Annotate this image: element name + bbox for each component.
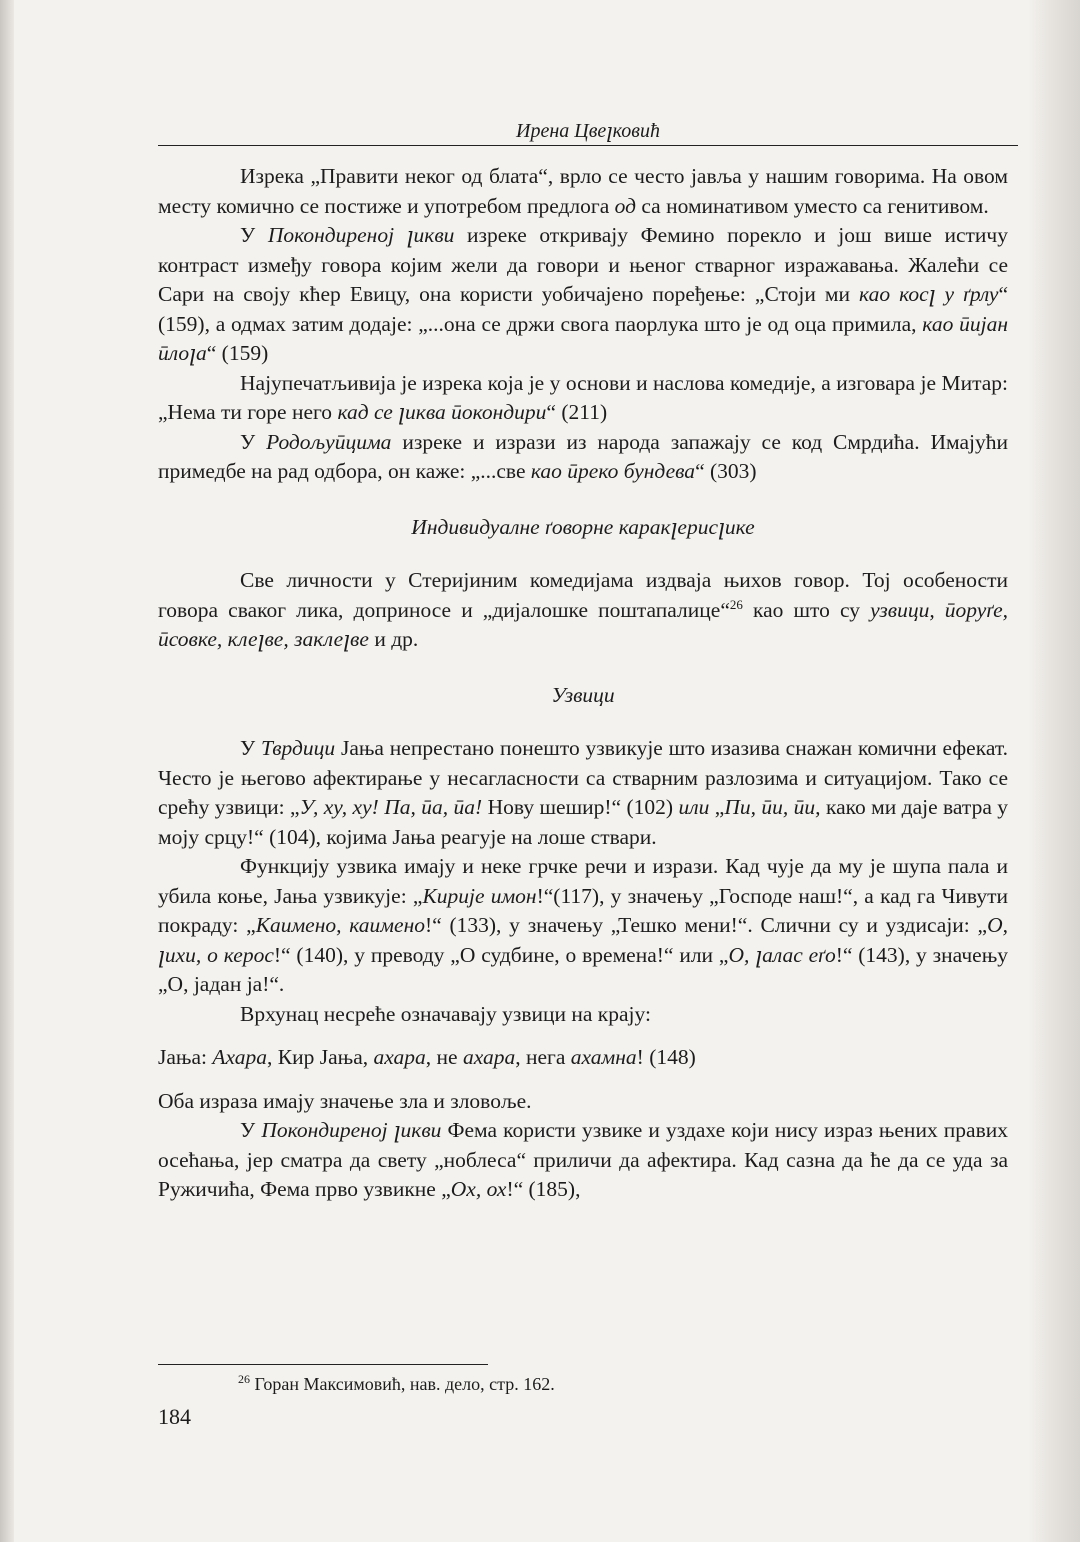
spacer bbox=[158, 1073, 1008, 1087]
header-rule bbox=[158, 145, 1018, 146]
paragraph-1: Изрека „Правити неког од блата“, врло се често јавља у нашим говорима. На овом месту комично се постиже и употребом предлога од са номинативом уместо са генитивом. bbox=[158, 164, 1008, 218]
page-edge-shadow bbox=[1028, 0, 1080, 1542]
footnote-rule bbox=[158, 1364, 488, 1365]
section-heading-speech-characteristics: Индивидуалне ґоворне каракꞁерисꞁике bbox=[411, 514, 755, 539]
footnote-number: 26 bbox=[238, 1372, 250, 1386]
paragraph-6: У Тврдици Јања непрестано понешто узвикује што изазива снажан комични ефекат. Често је његово афектирање у несагласности са стварним разлозима и ситуацијом. Тако се срећу узвици: „У, ху, ху! Па, ӣа, ӣа! Нову шешир!“ (102) или „Пи, ӣи, ӣи, како ми даје ватра у моју срцу!“ (104), којима Јања реагује на лоше ствари. bbox=[158, 736, 1009, 849]
body-text bbox=[158, 162, 1008, 1205]
section-heading-interjections: Узвици bbox=[551, 682, 615, 707]
page-binding-edge bbox=[0, 0, 14, 1542]
paragraph-4: У Родољуӣцима изреке и изрази из народа запажају се код Смрдића. Имајући примедбе на рад одбора, он каже: „...све као ӣреко бундева“ (303) bbox=[158, 429, 1008, 483]
page-number: 184 bbox=[158, 1404, 191, 1429]
footnote-ref: 26 bbox=[729, 596, 743, 612]
paragraph-11: У Покондиреној ꞁикви Фема користи узвике и уздахе који нису израз њених правих осећања, јер сматра да свету „ноблеса“ приличи да афектира. Кад сазна да ће да се уда за Ружичића, Фема прво узвикне „Ох, ох!“ (185), bbox=[158, 1118, 1008, 1201]
paragraph-5: Све личности у Стеријиним комедијама издваја њихов говор. Тој особености говора сваког лика, доприносе и „дијалошке поштапалице“$^{26}$ као што су узвици, ӣоруґе, ӣсовке, клеꞁве, заклеꞁве и др. bbox=[158, 568, 1009, 651]
footnote bbox=[238, 1374, 555, 1395]
quote-janja: Јања: Ахара, Кир Јања, ахара, не ахара, нега ахамна! (148) bbox=[158, 1045, 696, 1069]
paragraph-3: Најупечатљивија је изрека која је у основи и наслова комедије, а изговара је Митар: „Нема ти горе него кад се ꞁиква ӣокондири“ (211) bbox=[158, 370, 1008, 424]
running-head-author: Ирена Цвеꞁковић bbox=[516, 120, 660, 142]
paragraph-10: Оба израза имају значење зла и зловоље. bbox=[158, 1088, 532, 1113]
paragraph-7: Функцију узвика имају и неке грчке речи и изрази. Кад чује да му је шупа пала и убила коње, Јања узвикује: „Кирије имон!“(117), у значењу „Господе наш!“, а кад га Чивути покраду: „Каимено, каимено!“ (133), у значењу „Тешко мени!“. Слични су и уздисаји: „О, ꞁихи, о керос!“ (140), у преводу „О судбине, о времена!“ или „О, ꞁалас еґо!“ (143), у значењу „О, јадан ја!“. bbox=[158, 854, 1009, 996]
footnote-text: Горан Максимовић, нав. дело, стр. 162. bbox=[250, 1374, 555, 1394]
spacer bbox=[158, 1029, 1008, 1043]
paragraph-8: Врхунац несреће означавају узвици на крају: bbox=[240, 1001, 651, 1026]
paragraph-2: У Покондиреној ꞁикви изреке откривају Фемино порекло и још више истичу контраст између говора којим жели да говори и њеног стварног изражавања. Жалећи се Сари на своју кћер Евицу, она користи уобичајено поређење: „Стоји ми као косꞁ у ґрлу“ (159), а одмах затим додаје: „...она се држи свога паорлука што је од оца примила, као ӣијан ӣлоꞁа“ (159) bbox=[158, 223, 1008, 365]
